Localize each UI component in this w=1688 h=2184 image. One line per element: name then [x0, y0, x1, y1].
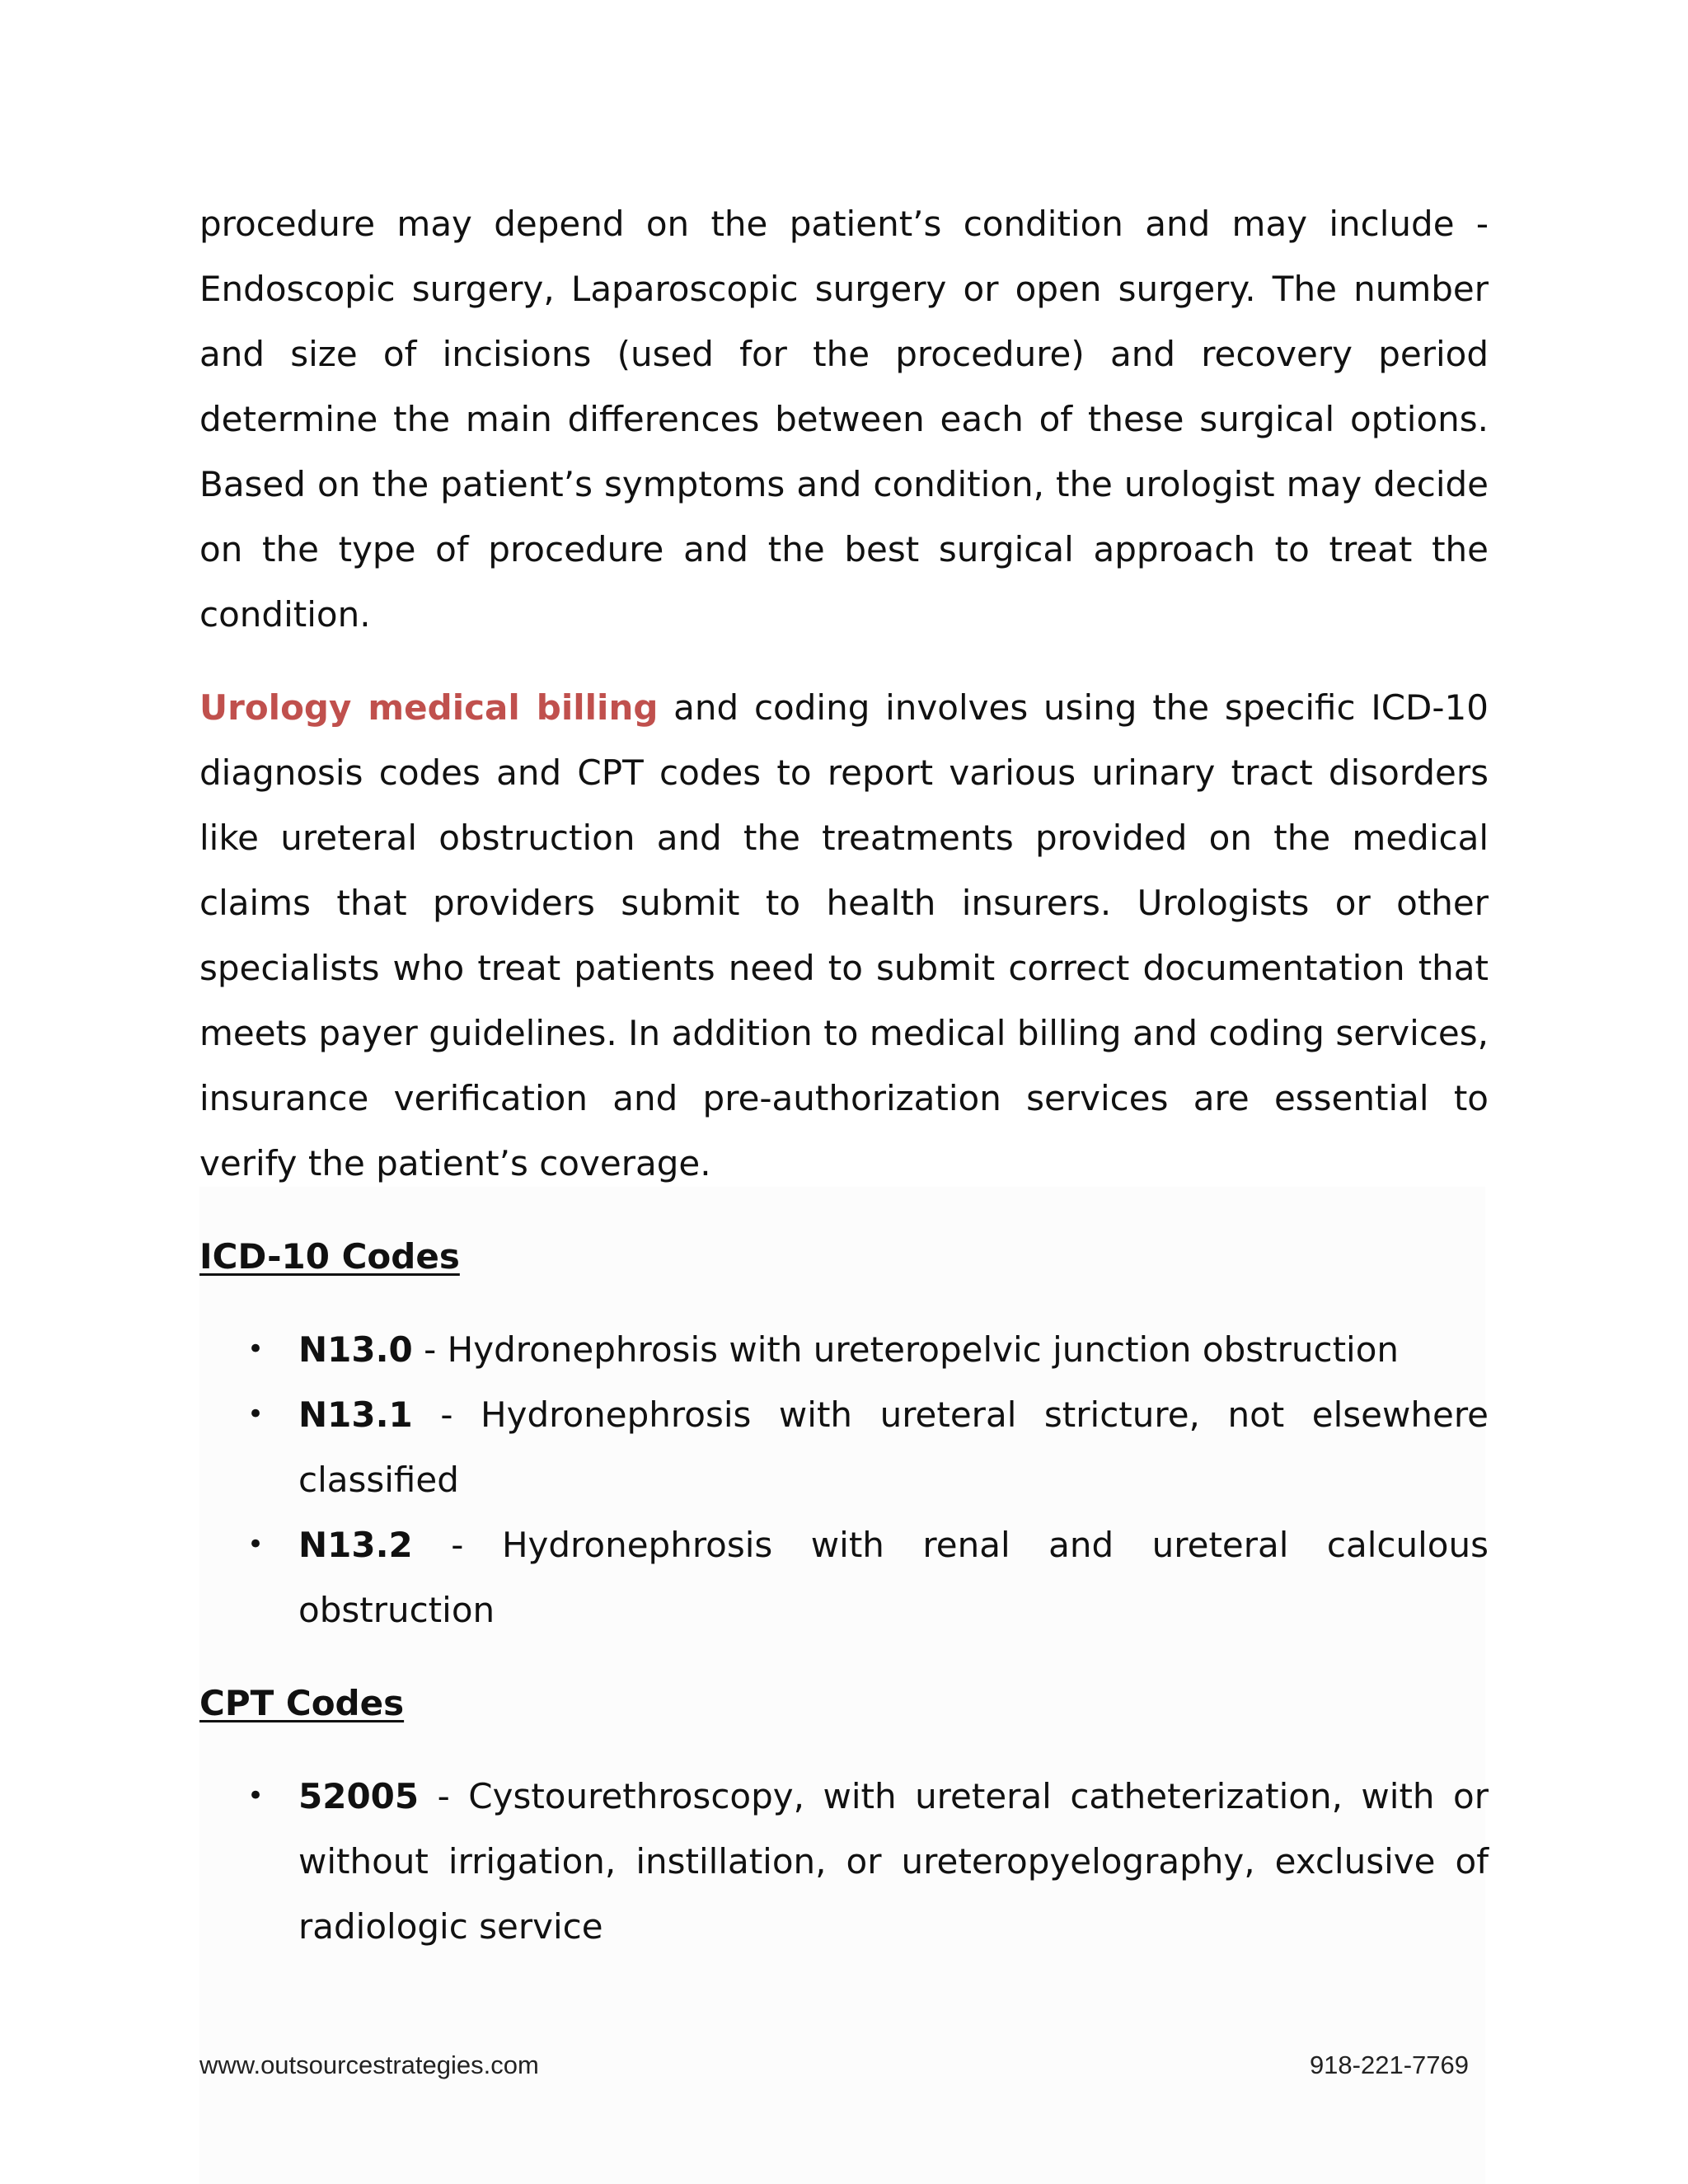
cpt-code-list — [199, 1764, 1489, 1959]
bullet-icon: • — [247, 1779, 265, 1812]
paragraph-billing — [199, 675, 1489, 1196]
list-item — [247, 1764, 1489, 1959]
code-description: - Hydronephrosis with ureteropelvic junction obstruction — [412, 1329, 1400, 1370]
code-description: - Cystourethroscopy, with ureteral catheterization, with or without irrigation, instillation, or ureteropyelography, exclusive of radiologic service — [298, 1776, 1489, 1947]
page-footer — [199, 2050, 1469, 2080]
urology-billing-link[interactable]: Urology medical billing — [199, 687, 659, 728]
list-item — [247, 1382, 1489, 1512]
bullet-icon: • — [247, 1333, 265, 1366]
code-label: N13.0 — [298, 1329, 413, 1370]
icd-heading: ICD-10 Codes — [199, 1236, 460, 1277]
bullet-icon: • — [247, 1528, 265, 1561]
code-description: - Hydronephrosis with renal and ureteral calculous obstruction — [298, 1525, 1489, 1630]
footer-website[interactable]: www.outsourcestrategies.com — [199, 2050, 539, 2079]
list-item — [247, 1512, 1489, 1643]
code-label: 52005 — [298, 1776, 420, 1816]
list-item — [247, 1317, 1489, 1382]
paragraph-procedure: procedure may depend on the patient’s condition and may include - Endoscopic surgery, Laparoscopic surgery or open surgery. The number and size of incisions (used for the procedure) and recovery period determine the main differences between each of these surgical options. Based on the patient’s symptoms and condition, the urologist may decide on the type of procedure and the best surgical approach to treat the condition. — [199, 204, 1489, 635]
paragraph-billing-text: and coding involves using the specific ICD-10 diagnosis codes and CPT codes to report various urinary tract disorders like ureteral obstruction and the treatments provided on the medical claims that providers submit to health insurers. Urologists or other specialists who treat patients need to submit correct documentation that meets payer guidelines. In addition to medical billing and coding services, insurance verification and pre-authorization services are essential to verify the patient’s coverage. — [199, 687, 1489, 1183]
document-body — [199, 191, 1489, 1959]
cpt-heading: CPT Codes — [199, 1683, 405, 1723]
code-description: - Hydronephrosis with ureteral stricture, not elsewhere classified — [298, 1394, 1489, 1500]
bullet-icon: • — [247, 1398, 265, 1431]
footer-phone: 918-221-7769 — [1309, 2050, 1469, 2079]
code-label: N13.2 — [298, 1525, 413, 1565]
icd-code-list — [199, 1317, 1489, 1643]
code-label: N13.1 — [298, 1394, 413, 1435]
